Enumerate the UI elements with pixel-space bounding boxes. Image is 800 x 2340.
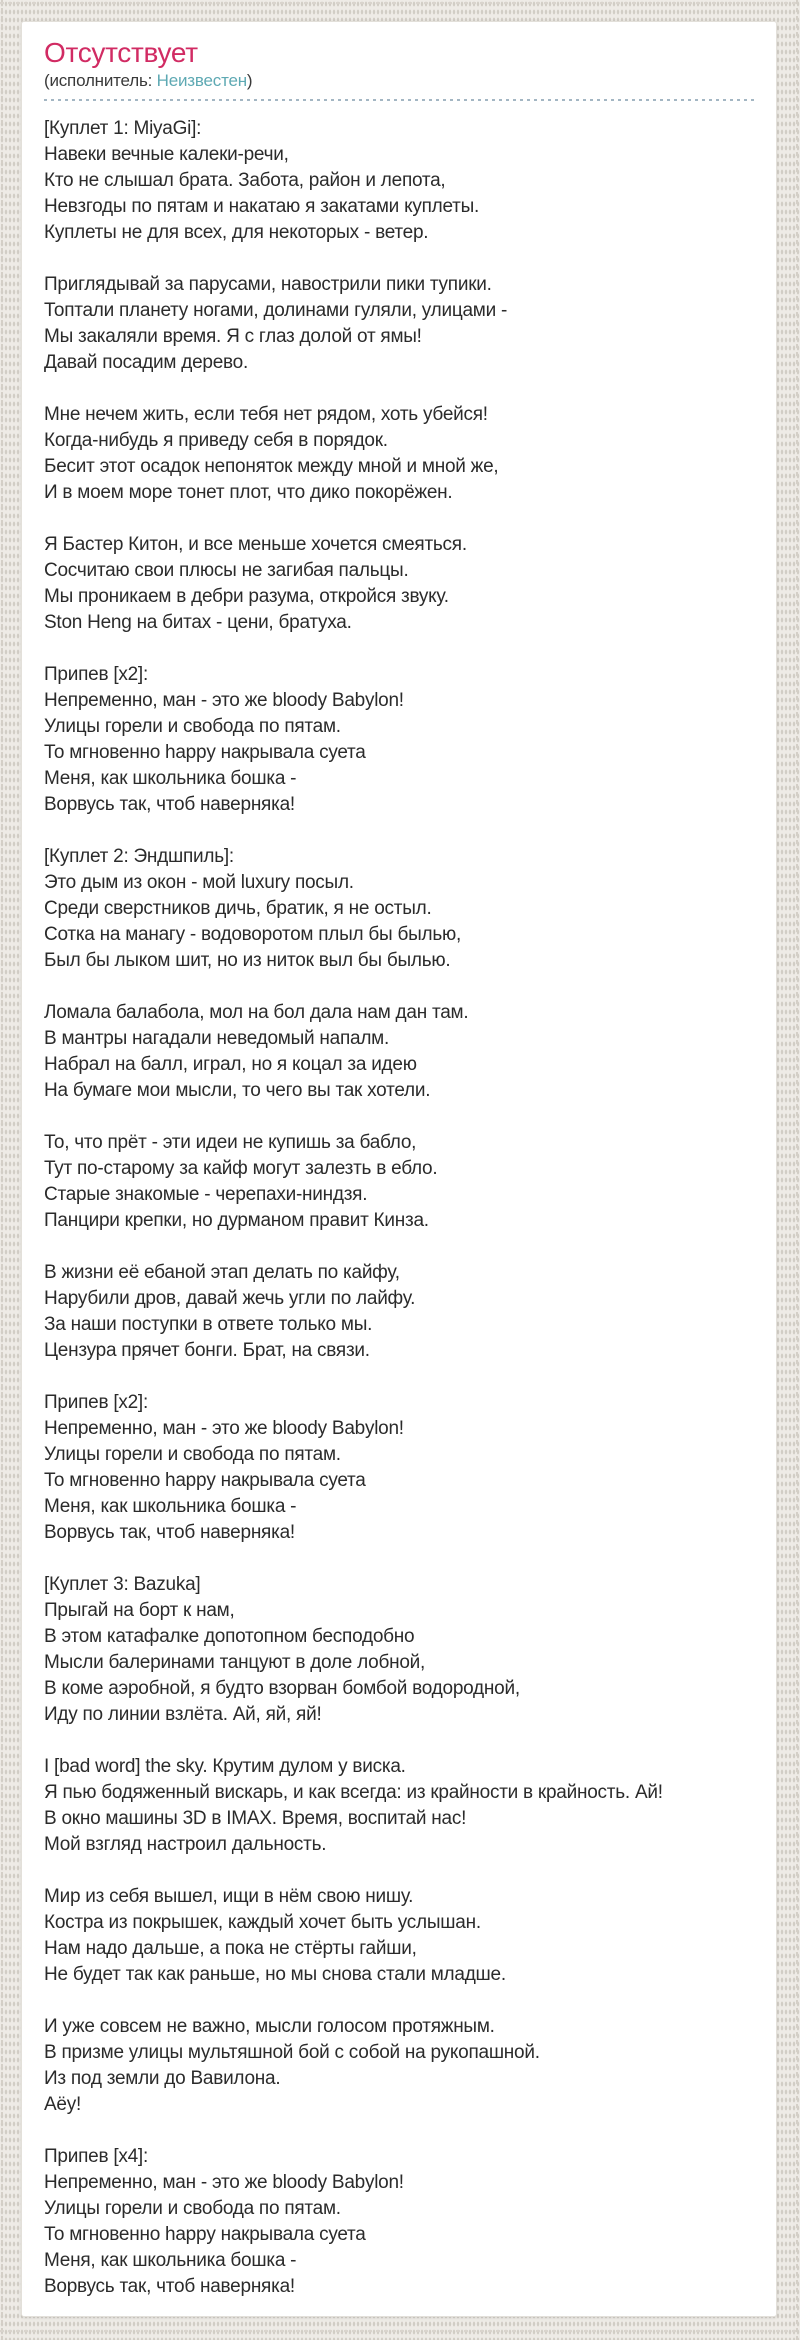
lyric-line: В этом катафалке допотопном бесподобно (44, 1626, 415, 1647)
lyric-line: Куплеты не для всех, для некоторых - ветер. (44, 222, 429, 243)
lyric-line: То мгновенно happy накрывала суета (44, 1470, 366, 1491)
lyric-line: Нарубили дров, давай жечь угли по лайфу. (44, 1288, 416, 1309)
lyric-line: Сосчитаю свои плюсы не загибая пальцы. (44, 560, 409, 581)
lyric-line: Панцири крепки, но дурманом правит Кинза. (44, 1210, 429, 1231)
stanza (44, 662, 756, 818)
stanza (44, 2014, 756, 2118)
lyric-line: [Куплет 2: Эндшпиль]: (44, 846, 234, 867)
lyric-line: В коме аэробной, я будто взорван бомбой водородной, (44, 1678, 520, 1699)
lyric-line: Нам надо дальше, а пока не стёрты гайши, (44, 1938, 417, 1959)
lyric-line: Меня, как школьника бошка - (44, 1496, 297, 1517)
artist-link[interactable]: Неизвестен (156, 71, 247, 90)
lyric-line: В жизни её ебаной этап делать по кайфу, (44, 1262, 400, 1283)
lyric-line: В окно машины 3D в IMAX. Время, воспитай нас! (44, 1808, 467, 1829)
lyric-line: Улицы горели и свобода по пятам. (44, 1444, 341, 1465)
lyric-line: Из под земли до Вавилона. (44, 2068, 281, 2089)
lyric-line: Улицы горели и свобода по пятам. (44, 2198, 341, 2219)
lyric-line: Мой взгляд настроил дальность. (44, 1834, 327, 1855)
stanza (44, 1260, 756, 1364)
lyric-line: Это дым из окон - мой luxury посыл. (44, 872, 354, 893)
stanza (44, 1884, 756, 1988)
artist-line (44, 70, 756, 92)
artist-prefix: (исполнитель: (44, 71, 157, 90)
background-stitch-top (0, 2, 800, 4)
lyric-line: То, что прёт - эти идеи не купишь за бабло, (44, 1132, 417, 1153)
lyric-line: Мне нечем жить, если тебя нет рядом, хоть убейся! (44, 404, 488, 425)
lyric-line: И в моем море тонет плот, что дико покорёжен. (44, 482, 453, 503)
lyric-line: Среди сверстников дичь, братик, я не остыл. (44, 898, 432, 919)
stanza (44, 1130, 756, 1234)
lyric-line: Топтали планету ногами, долинами гуляли, улицами - (44, 300, 508, 321)
lyric-line: Приглядывай за парусами, навострили пики тупики. (44, 274, 492, 295)
lyric-line: Прыгай на борт к нам, (44, 1600, 235, 1621)
lyric-line: Аёу! (44, 2094, 82, 2115)
lyrics-card (21, 21, 777, 2317)
lyric-line: Тут по-старому за кайф могут залезть в ебло. (44, 1158, 438, 1179)
lyric-line: Ворвусь так, чтоб наверняка! (44, 2276, 295, 2297)
lyric-line: То мгновенно happy накрывала суета (44, 742, 366, 763)
stanza (44, 116, 756, 246)
lyric-line: Припев [x2]: (44, 664, 148, 685)
lyric-line: Мир из себя вышел, ищи в нём свою нишу. (44, 1886, 414, 1907)
stanza (44, 1572, 756, 1728)
stanza (44, 2144, 756, 2300)
lyric-line: Костра из покрышек, каждый хочет быть услышан. (44, 1912, 481, 1933)
lyric-line: Непременно, ман - это же bloody Babylon! (44, 690, 404, 711)
lyric-line: Мы проникаем в дебри разума, откройся звуку. (44, 586, 449, 607)
stanza (44, 1390, 756, 1546)
lyric-line: Ломала балабола, мол на бол дала нам дан там. (44, 1002, 469, 1023)
lyric-line: Когда-нибудь я приведу себя в порядок. (44, 430, 388, 451)
background-stitch-left (1, 0, 3, 2340)
lyric-line: Мысли балеринами танцуют в доле лобной, (44, 1652, 426, 1673)
lyric-line: Мы закаляли время. Я с глаз долой от ямы! (44, 326, 422, 347)
stanza (44, 1000, 756, 1104)
lyric-line: Меня, как школьника бошка - (44, 2250, 297, 2271)
lyric-line: Улицы горели и свобода по пятам. (44, 716, 341, 737)
lyric-line: Цензура прячет бонги. Брат, на связи. (44, 1340, 370, 1361)
lyric-line: Бесит этот осадок непоняток между мной и мной же, (44, 456, 499, 477)
stanza (44, 272, 756, 376)
lyric-line: За наши поступки в ответе только мы. (44, 1314, 373, 1335)
lyric-line: Непременно, ман - это же bloody Babylon! (44, 2172, 404, 2193)
lyric-line: Иду по линии взлёта. Ай, яй, яй! (44, 1704, 322, 1725)
lyric-line: Набрал на балл, играл, но я коцал за идею (44, 1054, 417, 1075)
lyric-line: Непременно, ман - это же bloody Babylon! (44, 1418, 404, 1439)
background-stitch-bottom (0, 2330, 800, 2332)
lyric-line: Старые знакомые - черепахи-ниндзя. (44, 1184, 368, 1205)
lyric-line: [Куплет 1: MiyaGi]: (44, 118, 202, 139)
lyric-line: [Куплет 3: Bazuka] (44, 1574, 201, 1595)
lyric-line: Невзгоды по пятам и накатаю я закатами куплеты. (44, 196, 480, 217)
dotted-separator (44, 99, 756, 101)
lyric-line: Я Бастер Китон, и все меньше хочется смеяться. (44, 534, 467, 555)
lyric-line: Ворвусь так, чтоб наверняка! (44, 794, 295, 815)
background-stitch-right (796, 0, 798, 2340)
lyric-line: Ворвусь так, чтоб наверняка! (44, 1522, 295, 1543)
lyric-line: Ston Heng на битах - цени, братуха. (44, 612, 352, 633)
lyric-line: В мантры нагадали неведомый напалм. (44, 1028, 389, 1049)
lyric-line: И уже совсем не важно, мысли голосом протяжным. (44, 2016, 495, 2037)
lyric-line: Припев [x4]: (44, 2146, 148, 2167)
lyrics (44, 116, 756, 2300)
song-title-link[interactable]: Отсутствует (44, 37, 198, 68)
lyric-line: Меня, как школьника бошка - (44, 768, 297, 789)
lyric-line: Кто не слышал брата. Забота, район и лепота, (44, 170, 446, 191)
lyric-line: Сотка на манагу - водоворотом плыл бы былью, (44, 924, 462, 945)
lyric-line: Не будет так как раньше, но мы снова стали младше. (44, 1964, 506, 1985)
lyric-line: Был бы лыком шит, но из ниток выл бы былью. (44, 950, 451, 971)
stanza (44, 402, 756, 506)
stanza (44, 844, 756, 974)
stanza (44, 1754, 756, 1858)
stanza (44, 532, 756, 636)
lyric-line: То мгновенно happy накрывала суета (44, 2224, 366, 2245)
lyric-line: Я пью бодяженный вискарь, и как всегда: из крайности в крайность. Ай! (44, 1782, 663, 1803)
lyric-line: На бумаге мои мысли, то чего вы так хотели. (44, 1080, 431, 1101)
lyric-line: В призме улицы мультяшной бой с собой на рукопашной. (44, 2042, 540, 2063)
lyric-line: Давай посадим дерево. (44, 352, 249, 373)
lyric-line: Навеки вечные калеки-речи, (44, 144, 289, 165)
artist-suffix: ) (246, 71, 253, 90)
lyric-line: I [bad word] the sky. Крутим дулом у виска. (44, 1756, 406, 1777)
lyric-line: Припев [x2]: (44, 1392, 148, 1413)
